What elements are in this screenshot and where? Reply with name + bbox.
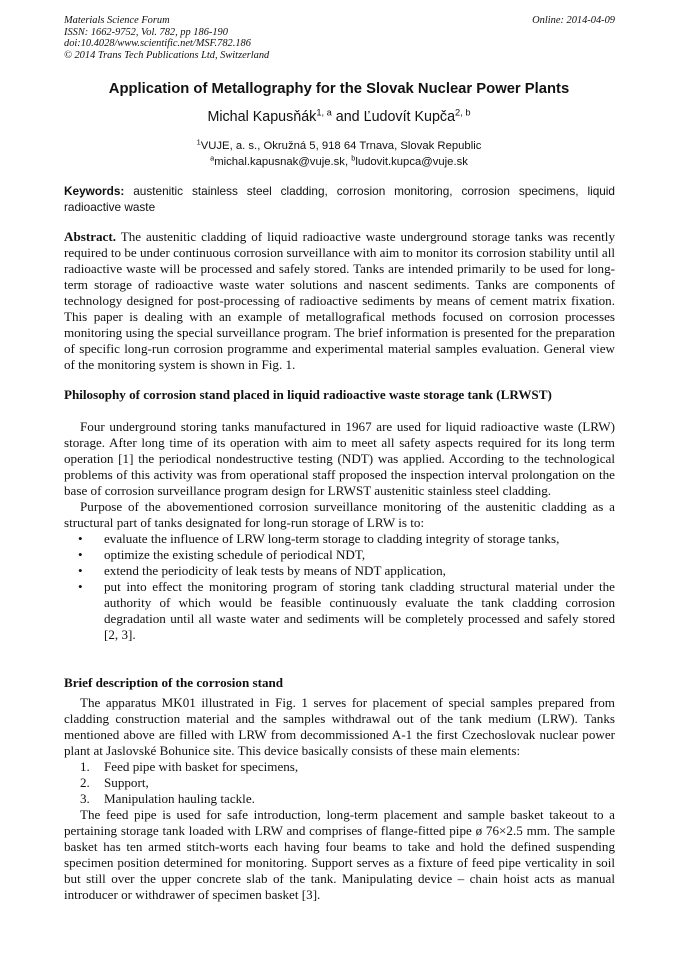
keywords-label: Keywords: — [64, 184, 125, 198]
bullet-icon: • — [78, 547, 83, 562]
list-number: 1. — [80, 759, 90, 774]
email-line — [40, 155, 638, 171]
bullet-icon: • — [78, 531, 83, 546]
abstract — [64, 229, 615, 373]
affiliation-block — [40, 139, 638, 170]
list-number: 2. — [80, 775, 90, 790]
email-b[interactable]: ludovit.kupca@vuje.sk — [355, 155, 468, 168]
bullet-icon: • — [78, 579, 83, 594]
list-number: 3. — [80, 791, 90, 806]
section-heading-philosophy: Philosophy of corrosion stand placed in liquid radioactive waste storage tank (LRWST) — [64, 387, 552, 402]
affiliation-sup: 1 — [196, 137, 201, 147]
author-1: Michal Kapusňák — [207, 109, 317, 125]
running-header — [64, 15, 615, 61]
abstract-label: Abstract. — [64, 229, 116, 244]
section-philosophy — [64, 419, 615, 643]
paragraph: Four underground storing tanks manufactured in 1967 are used for liquid radioactive waste (LRW) storage. After long time of its operation with aim to meet all safety aspects required for its long term operation [1] the periodical nondestructive testing (NDT) was applied. According to the technological problems of this activity was from operational staff proposed the inspection interval prolongation on the base of corrosion surveillance program design for LRWST austenitic stainless steel cladding. — [64, 419, 615, 498]
numbered-list — [64, 759, 615, 807]
bullet-icon: • — [78, 563, 83, 578]
bullet-list — [64, 531, 615, 643]
author-line — [40, 109, 638, 125]
list-item — [64, 547, 615, 563]
list-item-text: Feed pipe with basket for specimens, — [104, 759, 299, 774]
list-item — [64, 531, 615, 547]
author-2: Ľudovít Kupča — [363, 109, 456, 125]
online-date: Online: 2014-04-09 — [532, 15, 615, 26]
issn-line: ISSN: 1662-9752, Vol. 782, pp 186-190 — [64, 26, 228, 38]
list-item-text: Manipulation hauling tackle. — [104, 791, 255, 806]
list-item — [64, 579, 615, 643]
copyright-line: © 2014 Trans Tech Publications Ltd, Switzerland — [64, 49, 270, 61]
author-2-sup: 2, b — [455, 107, 471, 118]
paragraph: Purpose of the abovementioned corrosion surveillance monitoring of the austenitic cladding as a structural part of tanks designated for long-run storage of LRW is to: — [64, 499, 615, 530]
email-b-sup: b — [351, 153, 356, 163]
doi-line: doi:10.4028/www.scientific.net/MSF.782.186 — [64, 38, 251, 50]
journal-name: Materials Science Forum — [64, 15, 170, 26]
author-conjunction: and — [331, 109, 364, 125]
author-1-sup: 1, a — [316, 107, 332, 118]
paragraph: The apparatus MK01 illustrated in Fig. 1 serves for placement of special samples prepared from cladding construction material and the samples withdrawal out of the tank medium (LRW). Tanks mentioned above are filled with LRW from decommissioned A-1 the first Czechoslovak nuclear power plant at Jaslovské Bohunice site. This device basically consists of these main elements: — [64, 695, 615, 758]
email-a-sup: a — [210, 153, 215, 163]
email-a[interactable]: michal.kapusnak@vuje.sk, — [214, 155, 352, 168]
list-item — [64, 775, 615, 791]
keywords — [64, 184, 619, 215]
list-item — [64, 563, 615, 579]
section-corrosion-stand — [64, 695, 615, 903]
list-item — [64, 791, 615, 807]
keywords-text: austenitic stainless steel cladding, corrosion monitoring, corrosion specimens, liquid radioactive waste — [64, 184, 619, 214]
abstract-text: The austenitic cladding of liquid radioactive waste underground storage tanks was recently required to be under continuous corrosion surveillance with aim to monitor its corrosion stability until all radioactive waste will be processed and safely stored. Tanks are intended primarily to be used for long-term storage of radioactive waste water solutions and nascent sediments. Tanks are components of technology designed for post-processing of radioactive sediments by means of cement matrix fixation. This paper is dealing with an example of metallografical methods focused on corrosion processes monitoring using the special surveillance program. The brief information is presented for the preparation of specific long-run corrosion programme and experimental material samples evaluation. General view of the monitoring system is shown in Fig. 1. — [64, 229, 615, 372]
list-item-text: put into effect the monitoring program of storing tank cladding structural material under the authority of which would be feasible continuously evaluate the tank cladding corrosion degradation until all waste water and sediments will be completely processed and safely stored [2, 3]. — [104, 579, 615, 642]
paper-title: Application of Metallography for the Slovak Nuclear Power Plants — [108, 81, 570, 97]
paragraph: The feed pipe is used for safe introduction, long-term placement and sample basket takeout to a pertaining storage tank loaded with LRW and comprises of flange-fitted pipe ø 76×2.5 mm. The sample basket has ten armed stitch-worts each having four beams to take and hold the defined suspending specimen position determined for monitoring. Support serves as a fixture of feed pipe verticality in soil but still over the upper concrete slab of the tank. Manipulating device – chain hoist acts as manual introducer or withdrawer of specimen basket [3]. — [64, 807, 615, 902]
affiliation-line — [40, 139, 638, 155]
affiliation-text: VUJE, a. s., Okružná 5, 918 64 Trnava, Slovak Republic — [200, 140, 482, 152]
list-item-text: extend the periodicity of leak tests by means of NDT application, — [104, 563, 446, 578]
list-item-text: Support, — [104, 775, 149, 790]
list-item-text: evaluate the influence of LRW long-term storage to cladding integrity of storage tanks, — [104, 531, 560, 546]
list-item — [64, 759, 615, 775]
list-item-text: optimize the existing schedule of periodical NDT, — [104, 547, 366, 562]
section-heading-corrosion-stand: Brief description of the corrosion stand — [64, 675, 284, 690]
